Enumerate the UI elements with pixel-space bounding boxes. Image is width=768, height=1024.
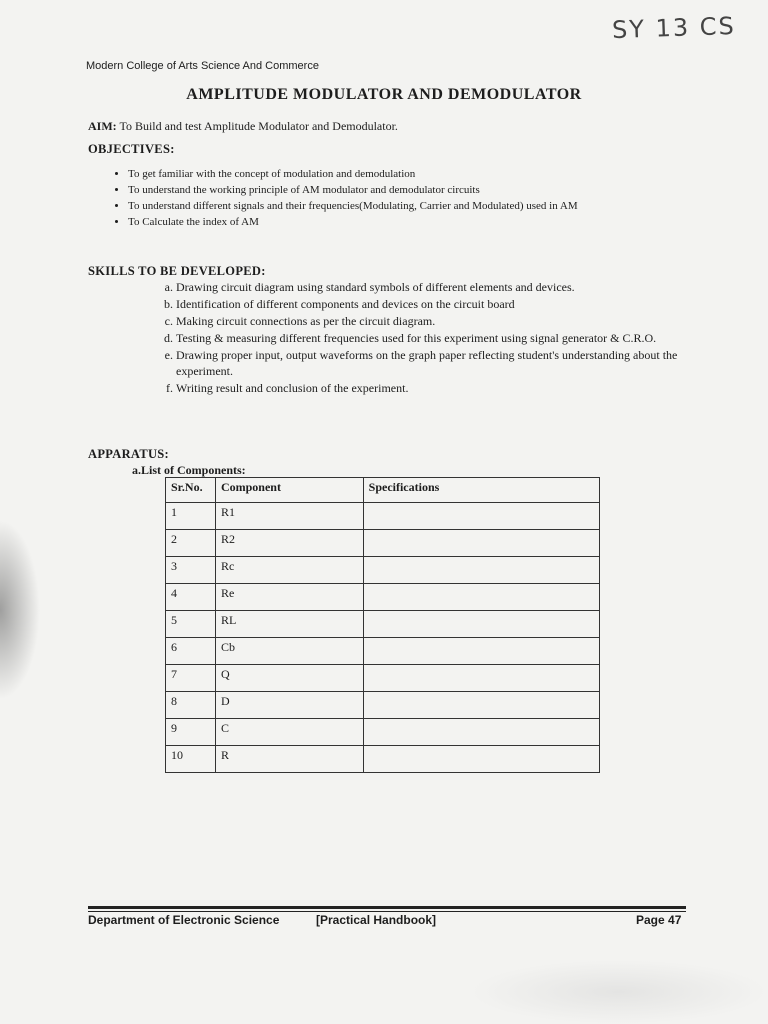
footer-handbook: [Practical Handbook]	[316, 913, 437, 927]
footer-rule	[88, 906, 686, 909]
cell-component: R1	[215, 503, 363, 530]
table-row	[166, 503, 600, 530]
scan-smudge	[470, 960, 768, 1024]
skills-list	[150, 280, 696, 398]
table-row	[166, 719, 600, 746]
components-subheading: a.List of Components:	[132, 463, 246, 477]
table-header-row	[166, 478, 600, 503]
cell-srno: 9	[166, 719, 216, 746]
cell-srno: 4	[166, 584, 216, 611]
footer-department: Department of Electronic Science	[88, 913, 280, 927]
cell-component: Q	[215, 665, 363, 692]
skill-item: e. Drawing proper input, output waveforms on the graph paper reflecting student's understanding about the experiment.	[176, 348, 696, 379]
objectives-heading: OBJECTIVES:	[88, 142, 175, 156]
objective-item: • To Calculate the index of AM	[128, 214, 688, 230]
cell-specification	[363, 557, 599, 584]
cell-component: Cb	[215, 638, 363, 665]
cell-specification	[363, 584, 599, 611]
cell-srno: 2	[166, 530, 216, 557]
objective-item: • To understand the working principle of AM modulator and demodulator circuits	[128, 182, 688, 198]
cell-srno: 8	[166, 692, 216, 719]
handwritten-corner-mark: SY 13 CS	[611, 11, 737, 45]
cell-component: Rc	[215, 557, 363, 584]
table-row	[166, 746, 600, 773]
table-row	[166, 665, 600, 692]
cell-specification	[363, 611, 599, 638]
cell-specification	[363, 638, 599, 665]
cell-srno: 6	[166, 638, 216, 665]
table-row	[166, 692, 600, 719]
table-row	[166, 611, 600, 638]
cell-component: R	[215, 746, 363, 773]
footer-rule-thin	[88, 911, 686, 912]
objective-item: • To understand different signals and their frequencies(Modulating, Carrier and Modulated) used in AM	[128, 198, 688, 214]
skill-item: f. Writing result and conclusion of the experiment.	[176, 381, 696, 397]
cell-srno: 5	[166, 611, 216, 638]
objective-item: • To get familiar with the concept of modulation and demodulation	[128, 166, 688, 182]
skill-item: c. Making circuit connections as per the circuit diagram.	[176, 314, 696, 330]
aim-line	[88, 119, 398, 134]
header-specifications: Specifications	[363, 478, 599, 503]
cell-specification	[363, 692, 599, 719]
objectives-list	[112, 166, 688, 230]
cell-specification	[363, 665, 599, 692]
skill-item: a. Drawing circuit diagram using standard symbols of different elements and devices.	[176, 280, 696, 296]
cell-component: C	[215, 719, 363, 746]
page-title: AMPLITUDE MODULATOR AND DEMODULATOR	[186, 86, 582, 103]
skill-item: d. Testing & measuring different frequencies used for this experiment using signal generator & C.R.O.	[176, 331, 696, 347]
cell-specification	[363, 746, 599, 773]
cell-specification	[363, 503, 599, 530]
cell-specification	[363, 530, 599, 557]
aim-label: AIM:	[88, 119, 117, 133]
aim-text: To Build and test Amplitude Modulator and Demodulator.	[119, 119, 398, 133]
cell-srno: 10	[166, 746, 216, 773]
header-srno: Sr.No.	[166, 478, 216, 503]
cell-srno: 1	[166, 503, 216, 530]
scan-shadow	[0, 520, 40, 700]
table-row	[166, 584, 600, 611]
table-row	[166, 530, 600, 557]
college-name: Modern College of Arts Science And Commerce	[86, 60, 319, 72]
cell-srno: 7	[166, 665, 216, 692]
table-row	[166, 638, 600, 665]
cell-component: D	[215, 692, 363, 719]
cell-srno: 3	[166, 557, 216, 584]
header-component: Component	[215, 478, 363, 503]
cell-component: RL	[215, 611, 363, 638]
skills-heading: SKILLS TO BE DEVELOPED:	[88, 264, 266, 278]
cell-component: R2	[215, 530, 363, 557]
table-row	[166, 557, 600, 584]
components-table	[165, 477, 600, 773]
cell-specification	[363, 719, 599, 746]
footer-page-number: Page 47	[636, 913, 682, 927]
cell-component: Re	[215, 584, 363, 611]
apparatus-heading: APPARATUS:	[88, 447, 170, 461]
skill-item: b. Identification of different components and devices on the circuit board	[176, 297, 696, 313]
